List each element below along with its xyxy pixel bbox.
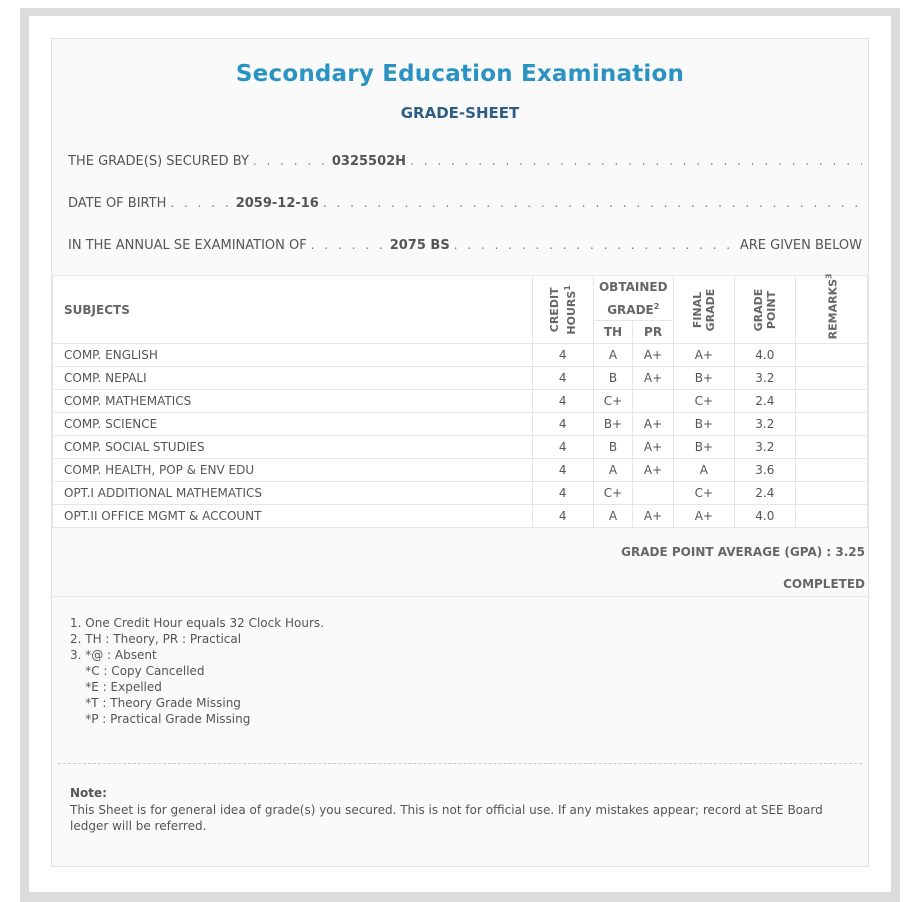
remarks-cell (795, 344, 867, 367)
th-header: TH (593, 321, 633, 344)
obtained-grade-header: OBTAINED GRADE$^2$ (593, 276, 673, 321)
practical-grade-cell (633, 390, 674, 413)
credit-hours-header: CREDIT HOURS$^1$ (532, 276, 593, 344)
remarks-cell (795, 459, 867, 482)
footnote-line: *C : Copy Cancelled (70, 664, 205, 678)
footnote-line: 1. One Credit Hour equals 32 Clock Hours. (70, 616, 324, 630)
final-grade-cell: B+ (673, 436, 734, 459)
sheet-subtitle: GRADE-SHEET (400, 104, 520, 122)
note-heading: Note: (70, 786, 107, 800)
footnote-line: *P : Practical Grade Missing (70, 712, 251, 726)
table-row (53, 413, 868, 436)
theory-grade-cell: A (593, 344, 633, 367)
remarks-cell (795, 505, 867, 528)
remarks-cell (795, 390, 867, 413)
subject-cell: COMP. SOCIAL STUDIES (53, 436, 533, 459)
exam-label: IN THE ANNUAL SE EXAMINATION OF (68, 237, 307, 253)
practical-grade-cell (633, 482, 674, 505)
credit-hours-cell: 4 (532, 344, 593, 367)
table-header-row (53, 276, 868, 321)
table-row (53, 390, 868, 413)
subjects-header: SUBJECTS (53, 276, 533, 344)
footnotes (70, 615, 324, 727)
final-grade-cell: C+ (673, 390, 734, 413)
remarks-cell (795, 367, 867, 390)
credit-hours-cell: 4 (532, 436, 593, 459)
credit-hours-cell: 4 (532, 482, 593, 505)
theory-grade-cell: B (593, 367, 633, 390)
pr-header: PR (633, 321, 674, 344)
table-row (53, 505, 868, 528)
note-text: This Sheet is for general idea of grade(s) you secured. This is not for official use. If any mistakes appear; record at SEE Board ledger will be referred. (70, 803, 823, 833)
exam-title: Secondary Education Examination (235, 61, 685, 87)
practical-grade-cell: A+ (633, 367, 674, 390)
practical-grade-cell: A+ (633, 459, 674, 482)
table-row (53, 436, 868, 459)
remarks-cell (795, 436, 867, 459)
subject-cell: OPT.II OFFICE MGMT & ACCOUNT (53, 505, 533, 528)
theory-grade-cell: B (593, 436, 633, 459)
practical-grade-cell: A+ (633, 505, 674, 528)
grade-point-cell: 3.2 (734, 413, 795, 436)
footnote-line: *T : Theory Grade Missing (70, 696, 241, 710)
result-status: COMPLETED (783, 577, 865, 591)
table-row (53, 344, 868, 367)
final-grade-cell: A+ (673, 505, 734, 528)
practical-grade-cell: A+ (633, 436, 674, 459)
footnote-line: *E : Expelled (70, 680, 162, 694)
table-row (53, 459, 868, 482)
remarks-header: REMARKS$^3$ (795, 276, 867, 344)
gpa-summary: GRADE POINT AVERAGE (GPA) : 3.25 (621, 545, 865, 559)
subject-cell: COMP. SCIENCE (53, 413, 533, 436)
exam-year: 2075 BS (389, 237, 450, 253)
grade-point-cell: 3.6 (734, 459, 795, 482)
grade-point-cell: 2.4 (734, 482, 795, 505)
final-grade-cell: B+ (673, 413, 734, 436)
final-grade-cell: B+ (673, 367, 734, 390)
grade-point-cell: 3.2 (734, 436, 795, 459)
practical-grade-cell: A+ (633, 344, 674, 367)
subject-cell: COMP. MATHEMATICS (53, 390, 533, 413)
credit-hours-cell: 4 (532, 413, 593, 436)
secured-by-line: THE GRADE(S) SECURED BY . . . . . . 0325502H . . . (68, 151, 862, 171)
subject-cell: OPT.I ADDITIONAL MATHEMATICS (53, 482, 533, 505)
grade-point-cell: 2.4 (734, 390, 795, 413)
final-grade-cell: C+ (673, 482, 734, 505)
grade-point-cell: 4.0 (734, 505, 795, 528)
date-of-birth: 2059-12-16 (235, 195, 319, 211)
subject-cell: COMP. HEALTH, POP & ENV EDU (53, 459, 533, 482)
secured-by-label: THE GRADE(S) SECURED BY (68, 153, 249, 169)
credit-hours-cell: 4 (532, 505, 593, 528)
final-grade-cell: A (673, 459, 734, 482)
grade-sheet (51, 38, 869, 867)
grade-point-header: GRADE POINT (734, 276, 795, 344)
footnote-line: 3. *@ : Absent (70, 648, 157, 662)
grades-table (52, 275, 868, 528)
theory-grade-cell: A (593, 505, 633, 528)
dob-label: DATE OF BIRTH (68, 195, 167, 211)
divider (52, 596, 868, 597)
table-row (53, 482, 868, 505)
table-row (53, 367, 868, 390)
exam-tail: ARE GIVEN BELOW (739, 237, 862, 253)
theory-grade-cell: B+ (593, 413, 633, 436)
grade-point-cell: 4.0 (734, 344, 795, 367)
grade-point-cell: 3.2 (734, 367, 795, 390)
credit-hours-cell: 4 (532, 459, 593, 482)
footnote-line: 2. TH : Theory, PR : Practical (70, 632, 242, 646)
final-grade-header: FINAL GRADE (673, 276, 734, 344)
credit-hours-cell: 4 (532, 390, 593, 413)
dashed-divider (58, 763, 862, 764)
theory-grade-cell: C+ (593, 482, 633, 505)
subject-cell: COMP. NEPALI (53, 367, 533, 390)
symbol-number: 0325502H (331, 153, 407, 169)
remarks-cell (795, 413, 867, 436)
theory-grade-cell: A (593, 459, 633, 482)
remarks-cell (795, 482, 867, 505)
exam-line: IN THE ANNUAL SE EXAMINATION OF . . . . . . 2075 BS . . . ARE GIVEN BELOW (68, 235, 862, 255)
dob-line: DATE OF BIRTH . . . . . 2059-12-16 . . . (68, 193, 862, 213)
credit-hours-cell: 4 (532, 367, 593, 390)
final-grade-cell: A+ (673, 344, 734, 367)
subject-cell: COMP. ENGLISH (53, 344, 533, 367)
practical-grade-cell: A+ (633, 413, 674, 436)
theory-grade-cell: C+ (593, 390, 633, 413)
